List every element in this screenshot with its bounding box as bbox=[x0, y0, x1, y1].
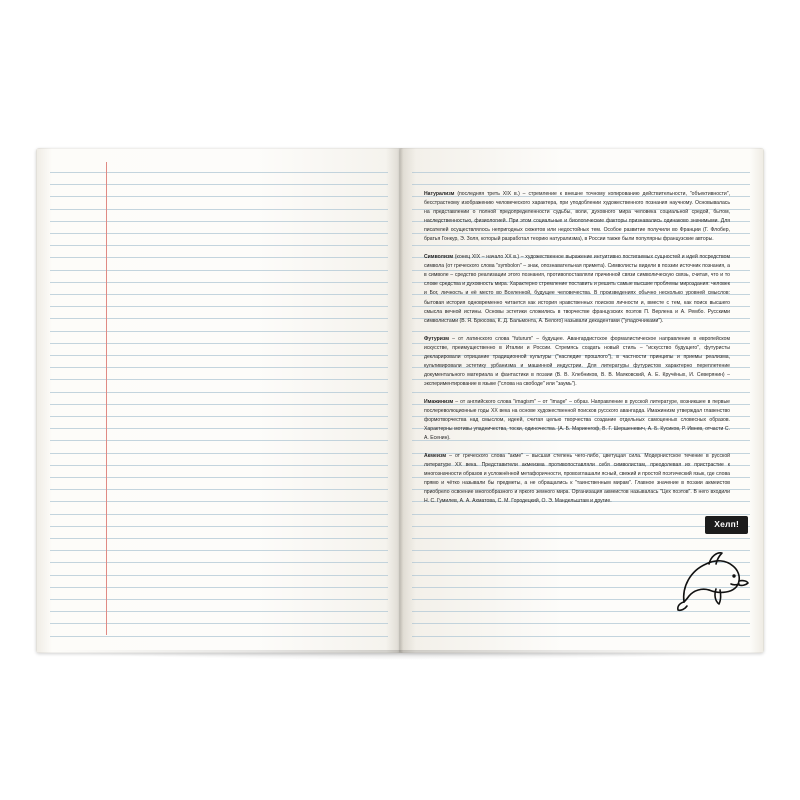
term-paragraph: Футуризм – от латинского слова "futurum" – будущее. Авангардистское формалистическое направление в европейском искусстве, преимущественно в Италии и России. Стремясь создать новый стиль – "искусство будущего", футуристы декларировали отрицание традиционной культуры ("наследие прошлого"), в частности принципы и приемы реализма, культивировали эстетику урбанизма и машинной индустрии. Для литературы футуристов характерно переплетение документального материала и фантастики в поэзии (В. В. Хлебников, В. В. Маяковский, А. Е. Кручёных, И. Северянин) – экспериментирование в языке ("слова на свободе" или "заумь"). bbox=[424, 335, 730, 387]
ruled-line bbox=[412, 172, 750, 173]
ruled-line bbox=[50, 550, 388, 551]
ruled-line bbox=[50, 331, 388, 332]
term-name: Акмеизм bbox=[424, 453, 447, 460]
ruled-line bbox=[50, 562, 388, 563]
term-paragraph: Имажинизм – от английского слова "imagism" – от "image" – образ. Направление в русской литературе, возникшее в первые послереволюционные годы XX века на основе художественной поисков русского авангарда. Имажинизм утверждал главенство формотворчества над смыслом, идеей, считая целью творчества создание отдельных самоценных словесных образов. Характерны мотивы упадничества, тоски, одиночества. (А. Б. Мариенгоф, В. Г. Шершеневич, А. Б. Кусиков, Р. Ивнев, отчасти С. А. Есенин). bbox=[424, 398, 730, 442]
ruled-line bbox=[50, 392, 388, 393]
ruled-line bbox=[50, 587, 388, 588]
ruled-line bbox=[412, 184, 750, 185]
ruled-line bbox=[50, 306, 388, 307]
ruled-line bbox=[50, 416, 388, 417]
ruled-line bbox=[50, 282, 388, 283]
ruled-line bbox=[50, 343, 388, 344]
margin-line-left bbox=[106, 162, 107, 635]
help-badge: Хелп! bbox=[705, 516, 748, 534]
ruled-line bbox=[50, 245, 388, 246]
term-name: Символизм bbox=[424, 254, 454, 261]
notebook-spread bbox=[36, 148, 764, 653]
ruled-line bbox=[50, 379, 388, 380]
ruled-line bbox=[50, 501, 388, 502]
ruled-line bbox=[50, 318, 388, 319]
ruled-line bbox=[50, 599, 388, 600]
ruled-line bbox=[50, 294, 388, 295]
ruled-line bbox=[50, 404, 388, 405]
ruled-line bbox=[412, 636, 750, 637]
ruled-line bbox=[50, 465, 388, 466]
ruled-line bbox=[50, 367, 388, 368]
ruled-line bbox=[50, 514, 388, 515]
ruled-line bbox=[412, 623, 750, 624]
notebook-left-page bbox=[36, 148, 400, 653]
ruled-line bbox=[50, 526, 388, 527]
ruled-line bbox=[50, 636, 388, 637]
ruled-line bbox=[50, 440, 388, 441]
ruled-line bbox=[50, 453, 388, 454]
notebook-right-page bbox=[400, 148, 764, 653]
reference-text-block bbox=[424, 190, 730, 506]
ruled-lines-left bbox=[36, 148, 400, 653]
term-paragraph: Акмеизм – от греческого слова "акме" – высшая степень чего-либо, цветущая сила. Модернистское течение в русской литературе XX века. Представители акмеизма противопоставляли себя символистам, преодолевая их пристрастие к многозначности образов и усложнённой метафоричности, провозглашали ясный, свежий и простой поэтический язык, где слова прямо и чётко называли бы предметы, а не обращались к "таинственным мирам". Главное значение в поэзии акмеистов приобрело освоение многообразного и яркого земного мира. Организация акмеистов называлась "Цех поэтов". В него входили Н. С. Гумилев, А. А. Ахматова, С. М. Городецкий, О. Э. Мандельштам и другие. bbox=[424, 453, 730, 505]
term-paragraph: Символизм (конец XIX – начало XX в.) – художественное выражение интуитивно постигаемых сущностей и идей посредством символа (от греческого слова "symbolon" – знак, опознавательная примета). Символисты видели в поэзии источник познания, а в символе – средство реализации этого познания, противопоставляли причинной связи символическую связь, считая, что и то слове средства и духовность мира. Характерно стремление поставить и решить самые высшие проблемы мироздания: человек и Бог, личность и её место во Вселенной, будущее человечества. В произведениях обычно несколько уровней смыслов: бытовая история одновременно читается как история нравственных поисков личности и, вместе с тем, как поиск высшего смысла вечной истины. Основы эстетики сложились в творчестве французских поэтов П. Верлена и А. Рембо. Русскими символистами (В. Я. Брюсова, К. Д. Бальмонта, А. Белого) называли декадентами ("упадочниками"). bbox=[424, 254, 730, 324]
ruled-line bbox=[50, 428, 388, 429]
ruled-line bbox=[50, 221, 388, 222]
ruled-line bbox=[50, 196, 388, 197]
ruled-line bbox=[50, 355, 388, 356]
ruled-line bbox=[50, 172, 388, 173]
ruled-line bbox=[50, 489, 388, 490]
ruled-line bbox=[50, 623, 388, 624]
term-name: Натурализм bbox=[424, 191, 455, 197]
ruled-line bbox=[412, 526, 750, 527]
ruled-line bbox=[50, 477, 388, 478]
ruled-line bbox=[50, 209, 388, 210]
ruled-line bbox=[412, 538, 750, 539]
dolphin-icon bbox=[676, 540, 750, 618]
ruled-line bbox=[50, 257, 388, 258]
term-paragraph: Натурализм (последняя треть XIX в.) – стремление к внешне точному копированию действительности, "объективности", бесстрастному изображению человеческого характера, при уподоблении художественного познания научному. Основывалась на представлении о полной предопределенности судьбы, воли, духовного мира человека социальной средой, бытом, наследственностью, физиологией. При этом социальные и биологические факторы признавались одинаково значимыми. Для писателей осуществлялось непригодных сюжетов или недостойных тем. Особое развитие получили во Франции (Г. Флобер, братья Гонкур, Э. Золя, который разработал теорию натурализма), в России также были популярны французские авторы. bbox=[424, 191, 730, 243]
ruled-line bbox=[50, 270, 388, 271]
ruled-line bbox=[50, 611, 388, 612]
term-name: Футуризм bbox=[424, 335, 450, 342]
term-name: Имажинизм bbox=[424, 398, 454, 405]
ruled-line bbox=[50, 575, 388, 576]
ruled-line bbox=[412, 514, 750, 515]
ruled-line bbox=[50, 538, 388, 539]
ruled-line bbox=[50, 184, 388, 185]
ruled-line bbox=[50, 233, 388, 234]
